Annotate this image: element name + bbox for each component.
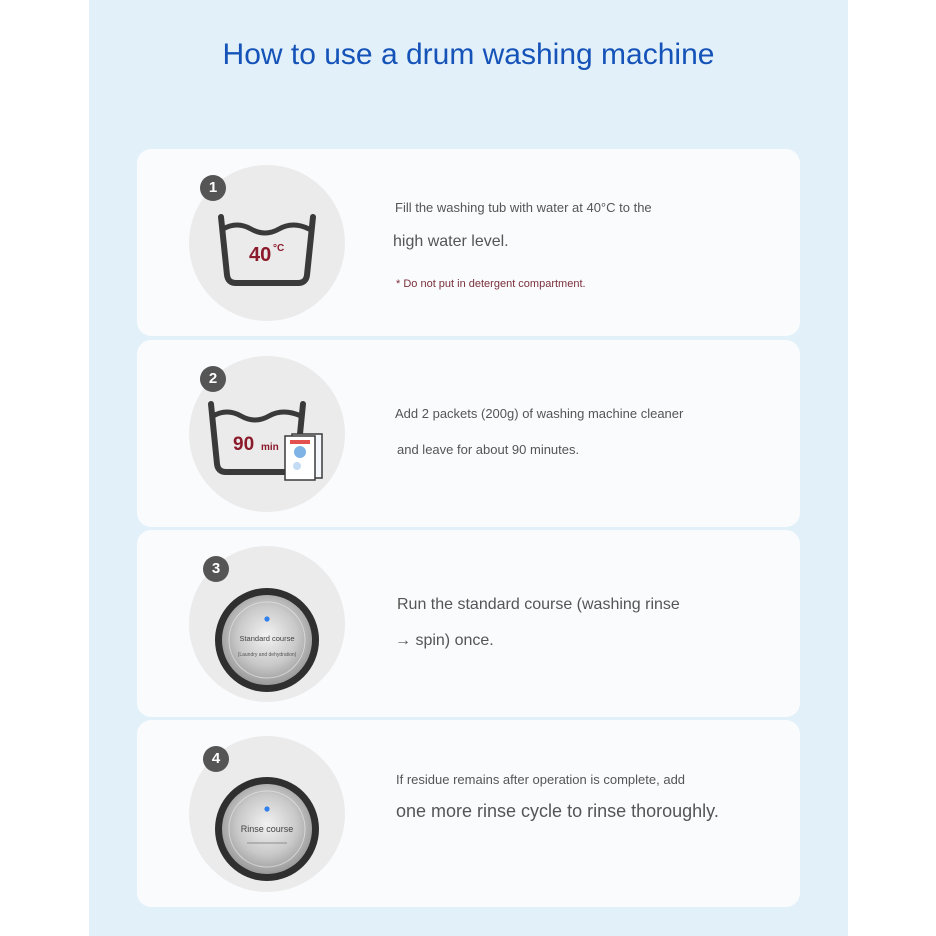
step-1-number-badge: 1 xyxy=(200,175,226,201)
step-3-text-line1: Run the standard course (washing rinse xyxy=(397,596,680,613)
svg-text:40: 40 xyxy=(249,244,272,266)
step-4-card xyxy=(137,720,800,907)
svg-text:90: 90 xyxy=(233,434,255,455)
svg-text:°C: °C xyxy=(273,243,285,254)
step-1-note: * Do not put in detergent compartment. xyxy=(396,278,586,290)
content-panel xyxy=(89,0,848,936)
step-3-number-badge: 3 xyxy=(203,556,229,582)
step-1-card xyxy=(137,149,800,336)
step-1-text-line1: Fill the washing tub with water at 40°C to the xyxy=(395,200,652,215)
cleaner-packet-icon xyxy=(285,434,322,480)
step-4-text-line1: If residue remains after operation is complete, add xyxy=(396,772,686,787)
step-3-text-line2: → spin) once. xyxy=(395,632,494,649)
svg-text:min: min xyxy=(261,442,279,453)
step-3-card xyxy=(137,530,800,717)
page-title: How to use a drum washing machine xyxy=(222,38,715,71)
step-1-text-line2: high water level. xyxy=(393,233,509,250)
step-4-text-line2: one more rinse cycle to rinse thoroughly. xyxy=(396,801,719,821)
svg-text:Standard course: Standard course xyxy=(239,634,295,643)
step-2-text-line2: and leave for about 90 minutes. xyxy=(397,442,580,457)
step-2-card xyxy=(137,340,800,527)
svg-text:(Laundry and dehydration): (Laundry and dehydration) xyxy=(237,652,297,658)
step-2-number-badge: 2 xyxy=(200,366,226,392)
step-4-number-badge: 4 xyxy=(203,746,229,772)
step-2-text-line1: Add 2 packets (200g) of washing machine cleaner xyxy=(395,406,684,421)
svg-text:Rinse course: Rinse course xyxy=(240,824,294,834)
